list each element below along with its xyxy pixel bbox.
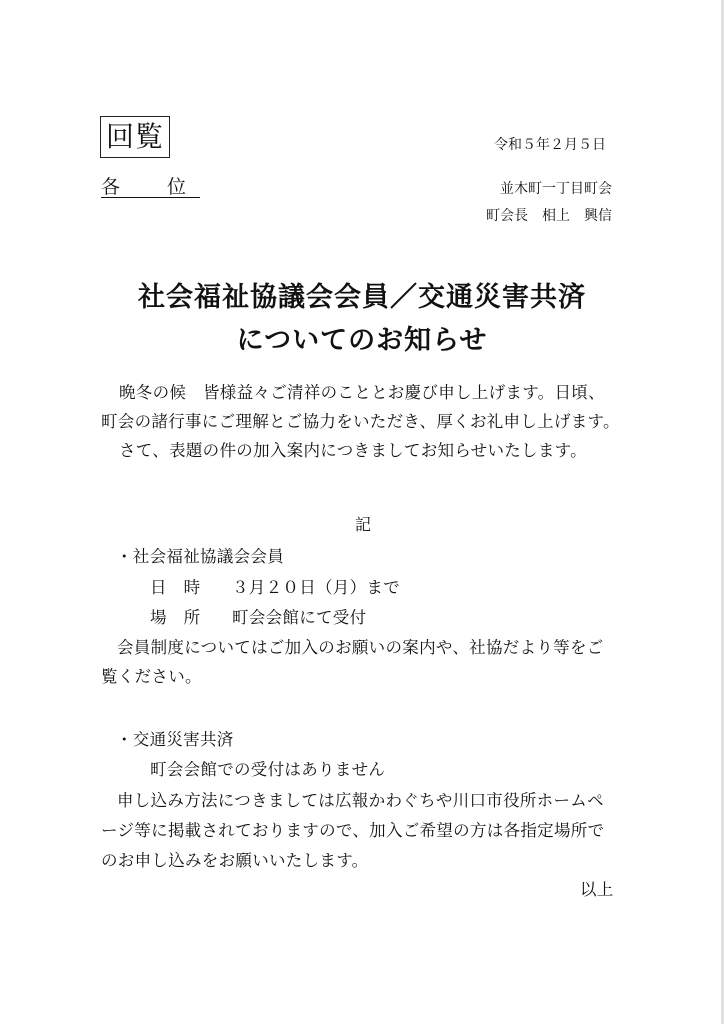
intro-line-1: 晩冬の候 皆様益々ご清祥のこととお慶び申し上げます。日頃、 [119, 383, 605, 402]
president-name: 町会長 相上 興信 [486, 208, 612, 224]
circulation-stamp: 回覧 [100, 116, 170, 158]
title-line-2: についてのお知らせ [236, 325, 488, 356]
date-value: ３月２０日（月）まで [232, 578, 400, 597]
intro-line-2: 町会の諸行事にご理解とご協力をいただき、厚くお礼申し上げます。 [101, 412, 620, 431]
section2-desc-line-1: 申し込み方法につきましては広報かわぐちや川口市役所ホームペ [117, 791, 604, 810]
issue-date: 令和５年２月５日 [494, 137, 606, 153]
place-label: 場 所 [150, 608, 201, 627]
section2-heading: ・交通災害共済 [116, 730, 234, 749]
title-line-1: 社会福祉協議会会員／交通災害共済 [138, 282, 586, 313]
section1-desc-line-1: 会員制度についてはご加入のお願いの案内や、社協だより等をご [117, 638, 604, 657]
section2-desc-line-2: ージ等に掲載されておりますので、加入ご希望の方は各指定場所で [101, 821, 605, 840]
recipients: 各 位 [101, 176, 201, 198]
organization-name: 並木町一丁目町会 [500, 181, 612, 197]
place-value: 町会会館にて受付 [232, 608, 367, 627]
section1-desc-line-2: 覧ください。 [101, 667, 202, 686]
closing-word: 以上 [580, 880, 614, 899]
date-label: 日 時 [150, 578, 201, 597]
section2-notice: 町会会館での受付はありません [150, 760, 386, 779]
section1-heading: ・社会福祉協議会会員 [116, 547, 284, 566]
section2-desc-line-3: のお申し込みをお願いいたします。 [101, 851, 369, 870]
intro-line-3: さて、表題の件の加入案内につきましてお知らせいたします。 [119, 441, 587, 460]
note-heading: 記 [355, 515, 372, 534]
